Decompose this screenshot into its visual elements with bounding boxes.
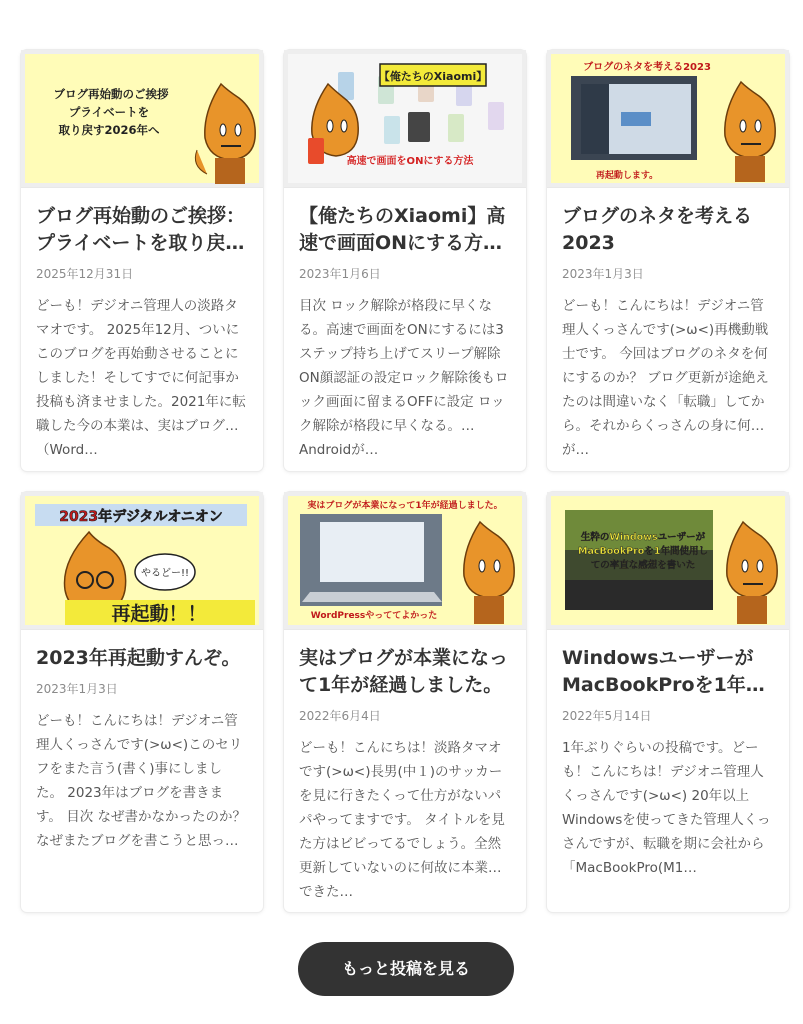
laptop-photo-icon	[571, 76, 697, 160]
speech-bubble	[135, 554, 195, 590]
post-date: 2023年1月3日	[36, 682, 118, 696]
post-thumbnail[interactable]	[547, 492, 789, 630]
post-date: 2022年6月4日	[299, 709, 381, 723]
thumb-text: 実はブログが本業になって1年が経過しました。	[307, 501, 503, 511]
svg-text:やるどー!!: やるどー!!	[140, 568, 190, 579]
post-title[interactable]: 実はブログが本業になって1年が経過しました。	[299, 647, 509, 696]
post-grid	[21, 50, 788, 912]
post-date: 2023年1月6日	[299, 267, 381, 281]
thumb-text: 【俺たちのXiaomi】	[378, 70, 488, 83]
post-date: 2022年5月14日	[562, 709, 652, 723]
thumb-text: MacBookProを1年間使用し	[578, 546, 708, 557]
post-card[interactable]	[547, 492, 789, 912]
post-excerpt: 1年ぶりぐらいの投稿です。どーも！こんにちは！デジオニ管理人くっさんです(>ω<) 20年以上Windowsを使ってきた管理人くっさんですが、転職を期に会社から「MacBookPro(M1…	[562, 740, 771, 876]
thumb-text: 2023年デジタルオニオン	[59, 509, 223, 525]
post-title[interactable]: ブログ再始動のご挨拶：プライベートを取り戻…	[36, 205, 246, 254]
post-date: 2023年1月3日	[562, 267, 644, 281]
post-excerpt: どーも！こんにちは！デジオニ管理人くっさんです(>ω<)再機動戦士です。 今回はブログのネタを何にするのか？ ブログ更新が途絶えたのは間違いなく「転職」してから。それからくっさんの身に何が…	[562, 298, 769, 458]
thumb-text: WordPressやっててよかった	[310, 611, 438, 621]
post-excerpt: 目次 ロック解除が格段に早くなる。高速で画面をONにするには3ステップ持ち上げてスリープ解除ON顔認証の設定ロック解除後もロック画面に留まるOFFに設定 ロック解除が格段に早くなる。 Androidが…	[299, 298, 509, 458]
thumb-text: 再起動！！	[111, 603, 207, 625]
post-thumbnail[interactable]	[284, 492, 526, 630]
post-thumbnail[interactable]	[21, 492, 263, 630]
post-excerpt: どーも！デジオニ管理人の淡路タマオです。 2025年12月、ついにこのブログを再始動させることにしました！そしてすでに何記事か投稿も済ませました。2021年に転職した今の本業は、実はブログ（Word…	[36, 298, 246, 458]
thumb-text: 取り戻す2026年へ	[58, 123, 160, 137]
post-excerpt: どーも！こんにちは！デジオニ管理人くっさんです(>ω<)このセリフをまた言う(書く)事にしました。 2023年はブログを書きます。 目次 なぜ書かなかったのか？なぜまたブログを書こうと思っ…	[36, 713, 247, 849]
post-date: 2025年12月31日	[36, 267, 134, 281]
thumb-text: プライベートを	[68, 105, 150, 119]
post-thumbnail[interactable]	[284, 50, 526, 188]
post-title[interactable]: WindowsユーザーがMacBookProを1年…	[562, 647, 765, 696]
thumb-text: 生粋のWindowsユーザーが	[580, 532, 706, 543]
post-title[interactable]: ブログのネタを考える2023	[562, 205, 753, 254]
post-card[interactable]	[284, 50, 526, 471]
post-thumbnail[interactable]	[547, 50, 789, 188]
thumb-text: ブログのネタを考える2023	[583, 62, 711, 73]
thumb-text: ブログ再始動のご挨拶	[53, 87, 169, 101]
more-button-container	[0, 942, 803, 996]
post-card[interactable]	[21, 50, 263, 471]
post-card[interactable]	[547, 50, 789, 471]
thumb-text: ての率直な感想を書いた	[590, 560, 696, 571]
thumb-text: 高速で画面をONにする方法	[346, 156, 474, 167]
post-title[interactable]: 【俺たちのXiaomi】高速で画面ONにする方…	[299, 205, 506, 254]
laptop-photo-icon	[300, 514, 442, 606]
post-card[interactable]	[284, 492, 526, 912]
more-posts-button[interactable]: もっと投稿を見る	[298, 942, 514, 996]
post-card[interactable]	[21, 492, 263, 912]
thumb-text: 再起動します。	[595, 171, 659, 181]
post-title[interactable]: 2023年再起動すんぞ。	[36, 647, 241, 669]
post-excerpt: どーも！こんにちは！淡路タマオです(>ω<)長男(中１)のサッカーを見に行きたくって仕方がないパパやってますです。 タイトルを見た方はビビってるでしょう。全然更新していないのに何故に本業にできた…	[299, 740, 505, 900]
post-thumbnail[interactable]	[21, 50, 263, 188]
